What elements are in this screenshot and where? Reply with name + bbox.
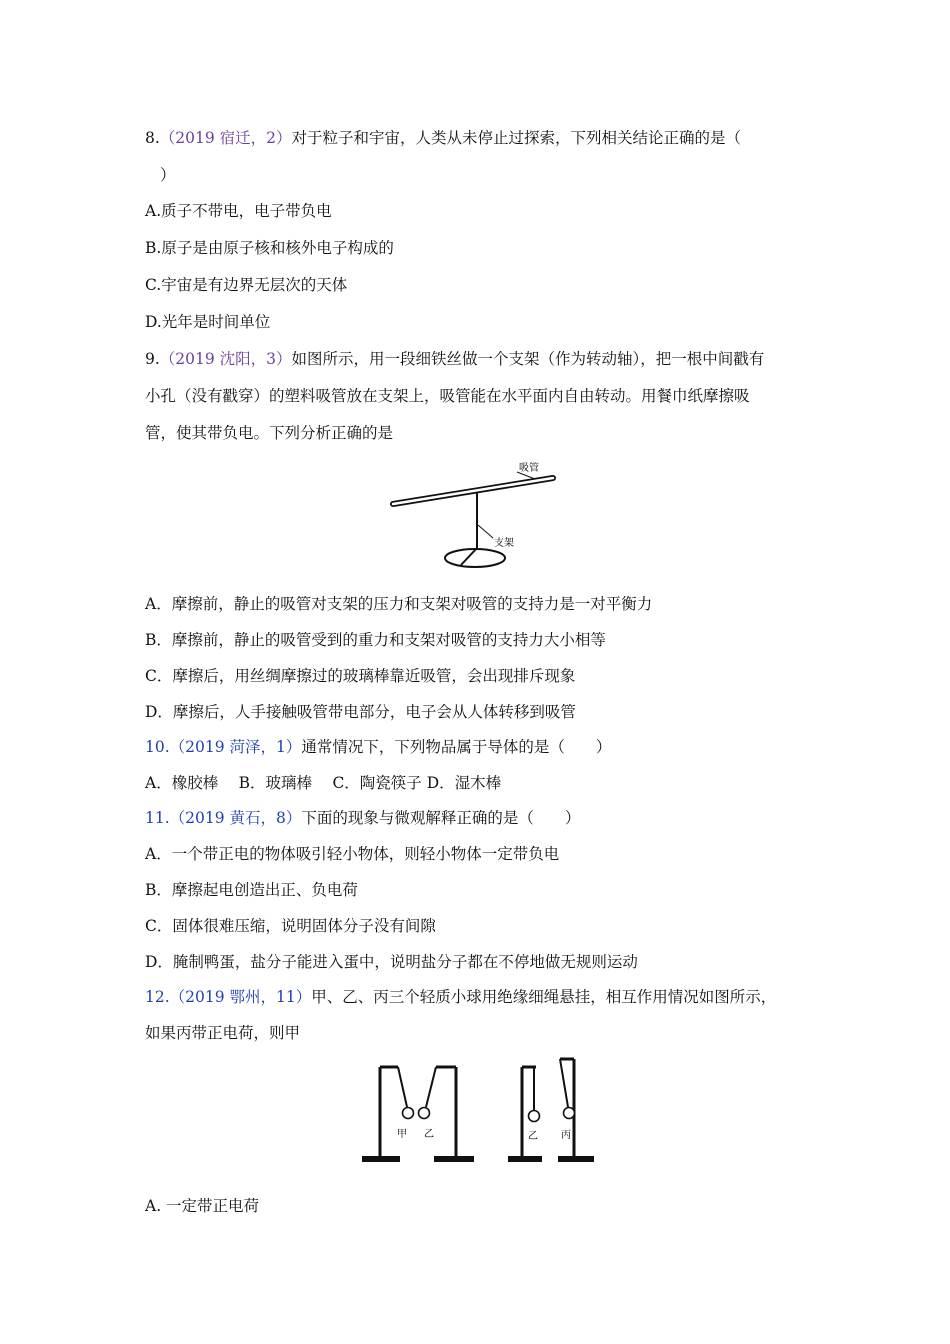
ball-yi-label-right: 乙: [528, 1131, 538, 1142]
q9-option-b: B．摩擦前，静止的吸管受到的重力和支架对吸管的支持力大小相等: [145, 631, 606, 649]
q8-option-a: A.质子不带电，电子带负电: [145, 202, 332, 220]
question-source: （2019 沈阳，3）: [159, 350, 292, 368]
q9-option-a: A．摩擦前，静止的吸管对支架的压力和支架对吸管的支持力是一对平衡力: [145, 595, 653, 613]
q8-option-b: B.原子是由原子核和核外电子构成的: [145, 239, 394, 257]
question-source: （2019 宿迁，2）: [159, 129, 292, 147]
q9-stem-line2: 小孔（没有戳穿）的塑料吸管放在支架上，吸管能在水平面内自由转动。用餐巾纸摩擦吸: [145, 387, 750, 405]
q11-stem: [145, 807, 580, 829]
q12-stem-line1: [145, 986, 776, 1008]
q8-option-c: C.宇宙是有边界无层次的天体: [145, 276, 348, 294]
q12-stem-line2: 如果丙带正电荷，则甲: [145, 1024, 301, 1042]
ball-yi-right: [529, 1111, 540, 1122]
ball-jia: [403, 1108, 414, 1119]
q11-option-d: D．腌制鸭蛋，盐分子能进入蛋中，说明盐分子都在不停地做无规则运动: [145, 953, 638, 971]
ball-jia-label: 甲: [397, 1129, 407, 1140]
ball-yi-left: [419, 1108, 430, 1119]
right-pair-stand-2: [558, 1059, 594, 1162]
q8-stem: [145, 127, 741, 149]
question-source: （2019 菏泽，1）: [169, 738, 302, 756]
middle-stand: [419, 1067, 475, 1162]
question-text: 甲、乙、丙三个轻质小球用绝缘细绳悬挂，相互作用情况如图所示，: [311, 988, 777, 1006]
question-number: 8.: [145, 129, 160, 147]
question-text: 下面的现象与微观解释正确的是（ ）: [301, 809, 581, 827]
ball-bing-label: 丙: [561, 1130, 571, 1141]
straw: [393, 478, 553, 504]
q9-option-c: C．摩擦后，用丝绸摩擦过的玻璃棒靠近吸管，会出现排斥现象: [145, 667, 576, 685]
q8-stem-cont: ）: [160, 166, 176, 184]
question-source: （2019 黄石，8）: [169, 809, 302, 827]
left-stand: [362, 1067, 414, 1162]
q11-option-a: A．一个带正电的物体吸引轻小物体，则轻小物体一定带负电: [145, 845, 560, 863]
question-number: 12.: [145, 988, 170, 1006]
q9-stem-line1: [145, 348, 764, 370]
stand-label: 支架: [494, 538, 514, 549]
q10-options: A．橡胶棒 B．玻璃棒 C．陶瓷筷子 D．湿木棒: [145, 774, 502, 792]
ball-yi-label-left: 乙: [424, 1129, 434, 1140]
question-text: 通常情况下，下列物品属于导体的是（ ）: [301, 738, 612, 756]
q11-option-c: C．固体很难压缩，说明固体分子没有间隙: [145, 917, 436, 935]
question-number: 9.: [145, 350, 160, 368]
question-text: 对于粒子和宇宙，人类从未停止过探索，下列相关结论正确的是（: [291, 129, 742, 147]
q12-option-a: A. 一定带正电荷: [145, 1197, 260, 1215]
ball-bing: [564, 1108, 575, 1119]
q9-option-d: D．摩擦后，人手接触吸管带电部分，电子会从人体转移到吸管: [145, 703, 576, 721]
q10-stem: [145, 736, 611, 758]
q11-option-b: B．摩擦起电创造出正、负电荷: [145, 881, 358, 899]
stand-base: [445, 549, 505, 567]
question-source: （2019 鄂州，11）: [169, 988, 312, 1006]
stand-label-leader: [478, 525, 493, 538]
right-pair-stand-1: [508, 1067, 542, 1162]
q12-balls-figure: [360, 1055, 600, 1170]
q9-stem-line3: 管，使其带负电。下列分析正确的是: [145, 424, 394, 442]
straw-label: 吸管: [519, 463, 539, 474]
q8-option-d: D.光年是时间单位: [145, 313, 271, 331]
q9-straw-figure: [385, 455, 570, 580]
question-number: 10.: [145, 738, 170, 756]
question-number: 11.: [145, 809, 170, 827]
question-text: 如图所示，用一段细铁丝做一个支架（作为转动轴），把一根中间戳有: [291, 350, 765, 368]
